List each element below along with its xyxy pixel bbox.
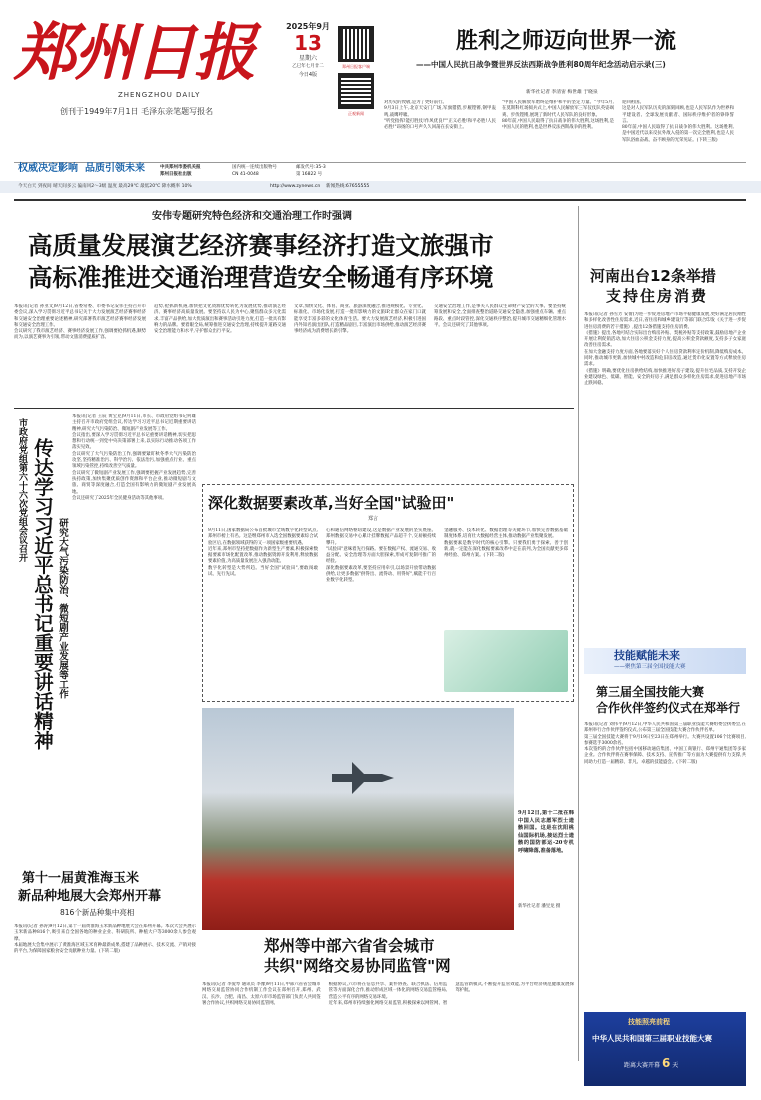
housing-title-1[interactable]: 河南出台12条举措 [590, 267, 716, 285]
slogan-left: 权威决定影响 [18, 163, 78, 174]
date-year-month: 2025年9月 [286, 22, 330, 31]
lead-story-col2: 趋势,抢抓新机遇,加快把文化资源优势转化为发展优势,推动演艺经济、赛事经济高质量发展。要坚持以人民为中心,聚焦群众多元化需求,丰富产品供给,加大优质演出和赛事活动引进力度,打造一批具有影响力的品牌。要着眼全局,统筹推进交通安全治理,持续提升道路交通安全治理能力和水平,守护群众出行平安。 [154, 304, 286, 335]
cn-number: 国内统一连续出版物号 CN 41-0048 [232, 165, 277, 177]
top-story-subtitle: ——中国人民抗日战争暨世界反法西斯战争胜利80周年纪念活动启示录(三) [416, 60, 666, 69]
top-story-col3: 迎回祖国。 这是对人民军队历史的深刻回顾,也是人民军队作为世界和平建设者、全球发展贡献者、国际秩序维护者的铮铮誓言。 80年前,中国人民取得了抗日战争的伟大胜利。这场胜利,是中国近代以来反抗外敌入侵的第一次完全胜利,也是人民军队浴血奋战、奋不顾身的光荣见证。(下转三版) [622, 100, 734, 143]
ad-countdown [624, 1056, 678, 1073]
vertical-body: 本报讯(记者 王辰 黄宝克)9月11日,市长、市政府党组书记何雄主持召开市政府党组会议,传达学习习近平总书记近期重要讲话精神,研究大气污染防治、微短剧产业发展等工作。 会议指出,要深入学习贯彻习近平总书记重要讲话精神,切实把思想和行动统一到党中央决策部署上来,以实际行动推动各项工作落实见效。 会议研究了大气污染防治工作,强调要紧盯秋冬季大气污染防治攻坚,坚持精准治污、科学治污、依法治污,加强重点行业、重点领域污染管控,持续改善空气质量。 会议研究了微短剧产业发展工作,强调要把握产业发展趋势,完善扶持政策,加快集聚优质创作资源和平台企业,推动微短剧与文旅、商贸等深度融合,打造全国有影响力的微短剧产业发展高地。 会议还研究了2025年全民健身活动等其他事项。 [72, 414, 196, 501]
founded-line: 创刊于1949年7月1日 毛泽东亲笔题写报名 [60, 107, 214, 116]
news-hotline: 新闻热线:67655555 [326, 184, 370, 189]
lead-story-title-1[interactable]: 高质量发展演艺经济赛事经济打造文旅强市 [28, 231, 494, 260]
top-story [384, 20, 746, 180]
slogan-right: 品质引领未来 [84, 163, 145, 174]
commentary-author: 郑言 [368, 516, 379, 522]
commentary-illustration [444, 630, 568, 692]
aircraft-silhouette [202, 708, 514, 930]
commentary-col2: 心和通信网络枢纽建设,这是数据产业发展的坚实底座。郑州数据交易中心累计挂牌数据产品超千个,交易额持续攀升。 "试验田"意味着先行探路。要在数据产权、流通交易、收益分配、安全治理等方面大胆探索,形成可复制可推广的经验。 深化数据要素改革,要坚持应用牵引,以场景开放带动数据供给,让更多数据"供得出、流得动、用得好",赋能千行百业数字化转型。 [326, 528, 436, 584]
lead-story-col1: 本报讯(记者 孙亚文)9月12日,省委常委、市委书记安伟主持召开市委会议,深入学习贯彻习近平总书记关于大力发展演艺经济赛事经济和交通安全治理重要论述精神,研究部署我市演艺经济赛事经济发展和交通安全治理工作。 会议研究了我市演艺经济、赛事经济发展工作,强调要抢抓机遇,顺势而为,以演艺赛事为引领,带动文旅消费提质扩容。 [14, 304, 146, 341]
date-day: 13 [294, 31, 322, 55]
skills-title-1[interactable]: 第三届全国技能大赛 [596, 685, 705, 699]
skills-story [584, 680, 746, 1010]
top-story-byline: 新华社记者 李清宙 梅世雄 于晓泉 [526, 90, 598, 95]
qr-code-icon-2[interactable] [338, 73, 374, 109]
housing-body: 本报讯(记者 孙雪芳 安倩)为进一步促进房地产市场平稳健康发展,更好满足居民刚性和多样化改善性住房需求,近日,省住房和城乡建设厅等部门联合印发《关于进一步促进住房消费的若干措施》,提出12条措施支持住房消费。 《措施》提出,各地可结合实际出台购房补贴、契税补贴等支持政策,鼓励房地产企业开展让利促销活动,加大住房公积金支持力度,提高公积金贷款额度,支持多子女家庭改善住房需求。 在加大金融支持力度方面,各地要落实好个人住房贷款利率定价机制,降低购房成本。同时,推动城市更新,加快城中村改造和危旧房改造,通过货币化安置等方式释放住房需求。 《措施》明确,要优化住房供给结构,加快推进好房子建设,提升住宅品质,支持开发企业建设绿色、低碳、智能、安全的好房子,满足群众多样化住房需求,促进房地产市场止跌回稳。 [584, 312, 746, 387]
skills-banner [584, 648, 746, 674]
vertical-title[interactable]: 传达学习习近平总书记重要讲话精神 [31, 438, 54, 750]
ad-unit: 天 [672, 1062, 679, 1069]
photo-credit: 新华社记者 潘昱龙 摄 [518, 904, 561, 909]
top-story-col2: "中国人民解放军始终是维护和平的坚定力量。"今年5月,在莫斯科红场阅兵式上,中国人民解放军三军仪仗队英姿飒爽、步伐铿锵,展现了新时代人民军队的良好形象。 80年前,中国人民取得了抗日战争的伟大胜利,这场胜利,是中国人民的胜利,也是世界反法西斯战争的胜利。 [502, 100, 614, 131]
skills-banner-title: 技能赋能未来 [614, 649, 680, 662]
website-link[interactable]: http://www.zynews.cn [270, 184, 321, 189]
parade-photo [202, 708, 514, 930]
newspaper-logo: 郑州日报 [14, 16, 255, 89]
housing-title-2[interactable]: 支持住房消费 [606, 287, 709, 305]
ad-line2: 距离大赛开幕 [624, 1062, 661, 1069]
date-block [278, 22, 338, 79]
housing-story [584, 206, 746, 636]
trade-title-2[interactable]: 共织"网络交易协同监管"网 [264, 957, 451, 975]
ad-line1: 中华人民共和国第三届职业技能大赛 [592, 1034, 712, 1043]
commentary-story [208, 490, 568, 698]
slogan [18, 163, 145, 174]
lead-story-col4: 交通安全治理工作,是事关人民群众生命财产安全的大事。要坚持统筹发展和安全,全面排查整治道路交通安全隐患,加强重点车辆、重点路段、重点时段管控,深化交通秩序整治,提升城市交通精细化管理水平。会议还研究了其他事项。 [434, 304, 566, 328]
agri-title-2[interactable]: 新品种地展大会郑州开幕 [18, 889, 162, 904]
countdown-ad[interactable] [584, 1012, 746, 1086]
lead-story [14, 206, 574, 404]
postal-code: 邮发代号:35-3 第 16822 号 [296, 165, 326, 177]
english-name: ZHENGZHOU DAILY [118, 91, 201, 99]
vertical-story [14, 414, 196, 854]
publisher: 中共郑州市委机关报 郑州日报社出版 [160, 165, 201, 177]
trade-title-1[interactable]: 郑州等中部六省省会城市 [264, 937, 435, 955]
agri-title-1[interactable]: 第十一届黄淮海玉米 [22, 871, 140, 886]
commentary-title[interactable]: 深化数据要素改革,当好全国"试验田" [208, 494, 455, 512]
qr-caption: 郑州日报客户端 [342, 64, 370, 69]
lead-story-title-2[interactable]: 高标准推进交通治理营造安全畅通有序环境 [28, 263, 494, 292]
commentary-col1: 9月11日,国家数据局公布首批城市全域数字化转型试点,郑州市榜上有名。这是继郑州市入选全国数据要素综合试验区后,在数据领域获得的又一项国家级重要机遇。 近年来,郑州市坚持把数据作为新型生产要素,积极探索数据要素市场化配置改革,推动数据资源开发利用,释放数据要素价值,为高质量发展注入强劲动能。 数字化转型是大势所趋。当好全国"试验田",要敢闯敢试、先行先试。 [208, 528, 318, 578]
top-story-col1: 对历史的致敬,是为了更好前行。 9月3日上午,北京天安门广场,军旗猎猎,步履铿锵,钢甲轰鸣,战鹰呼啸。 "听党指挥!能打胜仗!作风优良!""正义必胜!和平必胜!人民必胜!"昂扬的口号声久久回荡在长安街上。 [384, 100, 496, 131]
date-weekday: 星期六 [298, 55, 317, 62]
agri-body: 本报讯(记者 孙涛)9月12日,第十一届黄淮海玉米新品种地展大会在郑州开幕。本次大会共展示玉米新品种816个,吸引来自全国各地的种业企业、科研院所、种植大户等3000余人参会观摩。 本届地展大会集中展示了黄淮海区域玉米育种最新成果,搭建了品种展示、技术交流、产销对接的平台,为保障国家粮食安全贡献种业力量。(下转二版) [14, 924, 196, 955]
lead-story-kicker: 安伟专题研究特色经济和交通治理工作时强调 [152, 211, 352, 222]
trade-story [202, 934, 574, 1086]
top-story-title[interactable]: 胜利之师迈向世界一流 [456, 29, 677, 54]
date-lunar: 乙巳年七月廿二 [292, 64, 324, 69]
vertical-kicker: 市政府党组第六十六次党组会议召开 [17, 418, 27, 562]
page-count: 今日4版 [298, 72, 318, 78]
skills-title-2[interactable]: 合作伙伴签约仪式在郑举行 [596, 701, 741, 715]
skills-banner-subtitle: ——聚焦第三届全国技能大赛 [614, 664, 686, 670]
agri-subtitle: 816个新品种集中亮相 [60, 908, 135, 917]
qr-code-icon[interactable] [338, 26, 374, 62]
trade-body: 本报讯(记者 李爱琴 通讯员 李豫)9月11日,中部六省省会城市网络交易监管协同合作机制工作会议在郑州召开,郑州、武汉、长沙、合肥、南昌、太原六市市场监管部门负责人共同签署合作协议,共织网络交易协同监管网。 根据协议,六市将在信息共享、案件协查、联合执法、信用监管等方面深化合作,推动形成区域一体化的网络交易监管格局,营造公平有序的网络交易环境。 近年来,郑州市持续强化网络交易监管,积极探索以网管网、智慧监管新模式,不断提升监管效能,为平台经济规范健康发展保驾护航。 [202, 982, 574, 1006]
ad-top: 技能照亮前程 [628, 1018, 670, 1026]
weather-line: 今天白天 到夜间 晴天间多云 偏南风2～3级 温度 最高29℃ 最低20℃ 降水概率 10% [18, 184, 192, 189]
vertical-subtitle: 研究大气污染防治、微短剧产业发展等工作 [57, 518, 68, 699]
ad-days: 6 [661, 1056, 671, 1070]
photo-caption: 9月12日,第十二批在韩中国人民志愿军烈士遗骸回国。这是在沈阳桃仙国际机场,接运烈士遗骸的国防部运-20专机呼啸降落,准备落地。 [518, 810, 574, 854]
skills-body: 本报讯(记者 刘伟平)9月12日,中华人民共和国第三届职业技能大赛组委会执委会,在郑州举行合作伙伴签约仪式,公布第三届全国技能大赛合作伙伴名单。 第三届全国技能大赛将于9月19日至23日在郑州举行。大赛共设置106个比赛项目,参赛选手3000余名。 本次签约的合作伙伴包括中国移动通信集团、中国工商银行、郑州宇通集团等多家企业。合作伙伴将在赛事保障、技术支持、宣传推广等方面为大赛提供有力支撑,共同助力打造一届精彩、非凡、卓越的技能盛会。(下转二版) [584, 722, 746, 765]
agri-story [14, 866, 196, 1086]
qr-caption-2: 正观新闻 [348, 111, 364, 116]
lead-story-col3: 文章,加快文化、体育、商业、旅游深度融合,推进规模化、专业化、标准化、市场化发展,打造一批有影响力的文旅IP,让群众在家门口就能享受丰富多彩的文化体育生活。要大力发展演艺经济,积极引进国内外知名演出团队,打造精品剧目,丰富演出市场供给,推动演艺经济赛事经济成为消费增长新引擎。 [294, 304, 426, 335]
commentary-col3: 金融服务、技术转化、数据治理等关键环节,加快完善数据基础制度体系,培育壮大数据经营主体,推动数据产业集聚发展。 数据要素是数字时代的核心引擎。只要我们勇于探索、善于创新,就一定能在深化数据要素改革中走在前列,为全国贡献更多郑州经验、郑州方案。(下转二版) [444, 528, 568, 559]
